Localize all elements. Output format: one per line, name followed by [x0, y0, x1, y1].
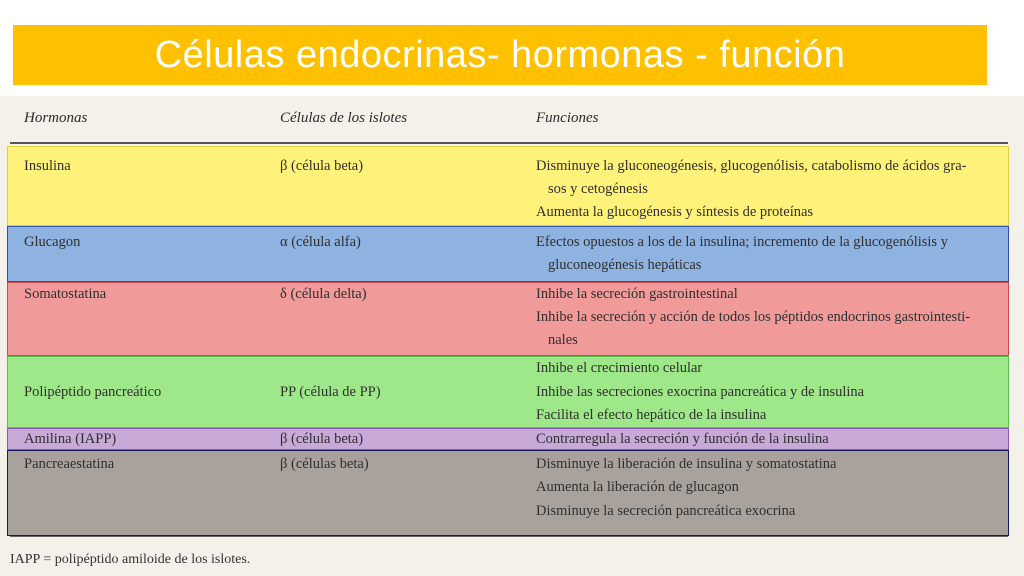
table-row-insulina [7, 146, 1009, 226]
table-row-amilina [7, 428, 1009, 450]
funcion-line: Inhibe la secreción gastrointestinal [536, 286, 738, 302]
funcion-line: Inhibe la secreción y acción de todos los péptidos endocrinos gastrointesti- [536, 309, 971, 325]
funcion-line: Inhibe el crecimiento celular [536, 360, 703, 376]
header-celulas: Células de los islotes [280, 110, 408, 126]
title-banner [13, 25, 987, 85]
funcion-line: Efectos opuestos a los de la insulina; incremento de la glucogenólisis y [536, 234, 948, 250]
funcion-line: Disminuye la secreción pancreática exocrina [536, 503, 796, 519]
scanned-table [0, 96, 1024, 576]
table-row-somatostatina [7, 282, 1009, 356]
funcion-line: Inhibe las secreciones exocrina pancreática y de insulina [536, 384, 865, 400]
hormona-cell: Pancreaestatina [24, 456, 115, 472]
hormona-cell: Amilina (IAPP) [24, 431, 117, 447]
celula-cell: δ (célula delta) [280, 286, 367, 302]
funcion-line: Disminuye la gluconeogénesis, glucogenólisis, catabolismo de ácidos gra- [536, 158, 967, 174]
funcion-line: Aumenta la glucogénesis y síntesis de proteínas [536, 204, 814, 220]
table-bottom-rule [10, 536, 1008, 537]
slide-title: Células endocrinas- hormonas - función [154, 33, 846, 76]
hormona-cell: Polipéptido pancreático [24, 384, 162, 400]
funcion-line: gluconeogénesis hepáticas [548, 257, 702, 273]
header-funciones: Funciones [536, 110, 599, 126]
header-rule [10, 142, 1008, 144]
hormona-cell: Somatostatina [24, 286, 107, 302]
table-row-polipeptido [7, 356, 1009, 428]
celula-cell: β (célula beta) [280, 431, 364, 447]
hormona-cell: Glucagon [24, 234, 81, 250]
celula-cell: PP (célula de PP) [280, 384, 381, 400]
table-footnote: IAPP = polipéptido amiloide de los islotes. [10, 552, 251, 567]
funcion-line: Contrarregula la secreción y función de la insulina [536, 431, 829, 447]
funcion-line: Disminuye la liberación de insulina y somatostatina [536, 456, 837, 472]
funcion-line: nales [548, 332, 578, 348]
funcion-line: sos y cetogénesis [548, 181, 648, 197]
table-row-pancreaestatina [7, 450, 1009, 536]
celula-cell: β (célula beta) [280, 158, 364, 174]
celula-cell: β (células beta) [280, 456, 369, 472]
hormona-cell: Insulina [24, 158, 71, 174]
funcion-line: Facilita el efecto hepático de la insulina [536, 407, 767, 423]
header-hormonas: Hormonas [24, 110, 88, 126]
funcion-line: Aumenta la liberación de glucagon [536, 479, 739, 495]
celula-cell: α (célula alfa) [280, 234, 361, 250]
table-row-glucagon [7, 226, 1009, 282]
